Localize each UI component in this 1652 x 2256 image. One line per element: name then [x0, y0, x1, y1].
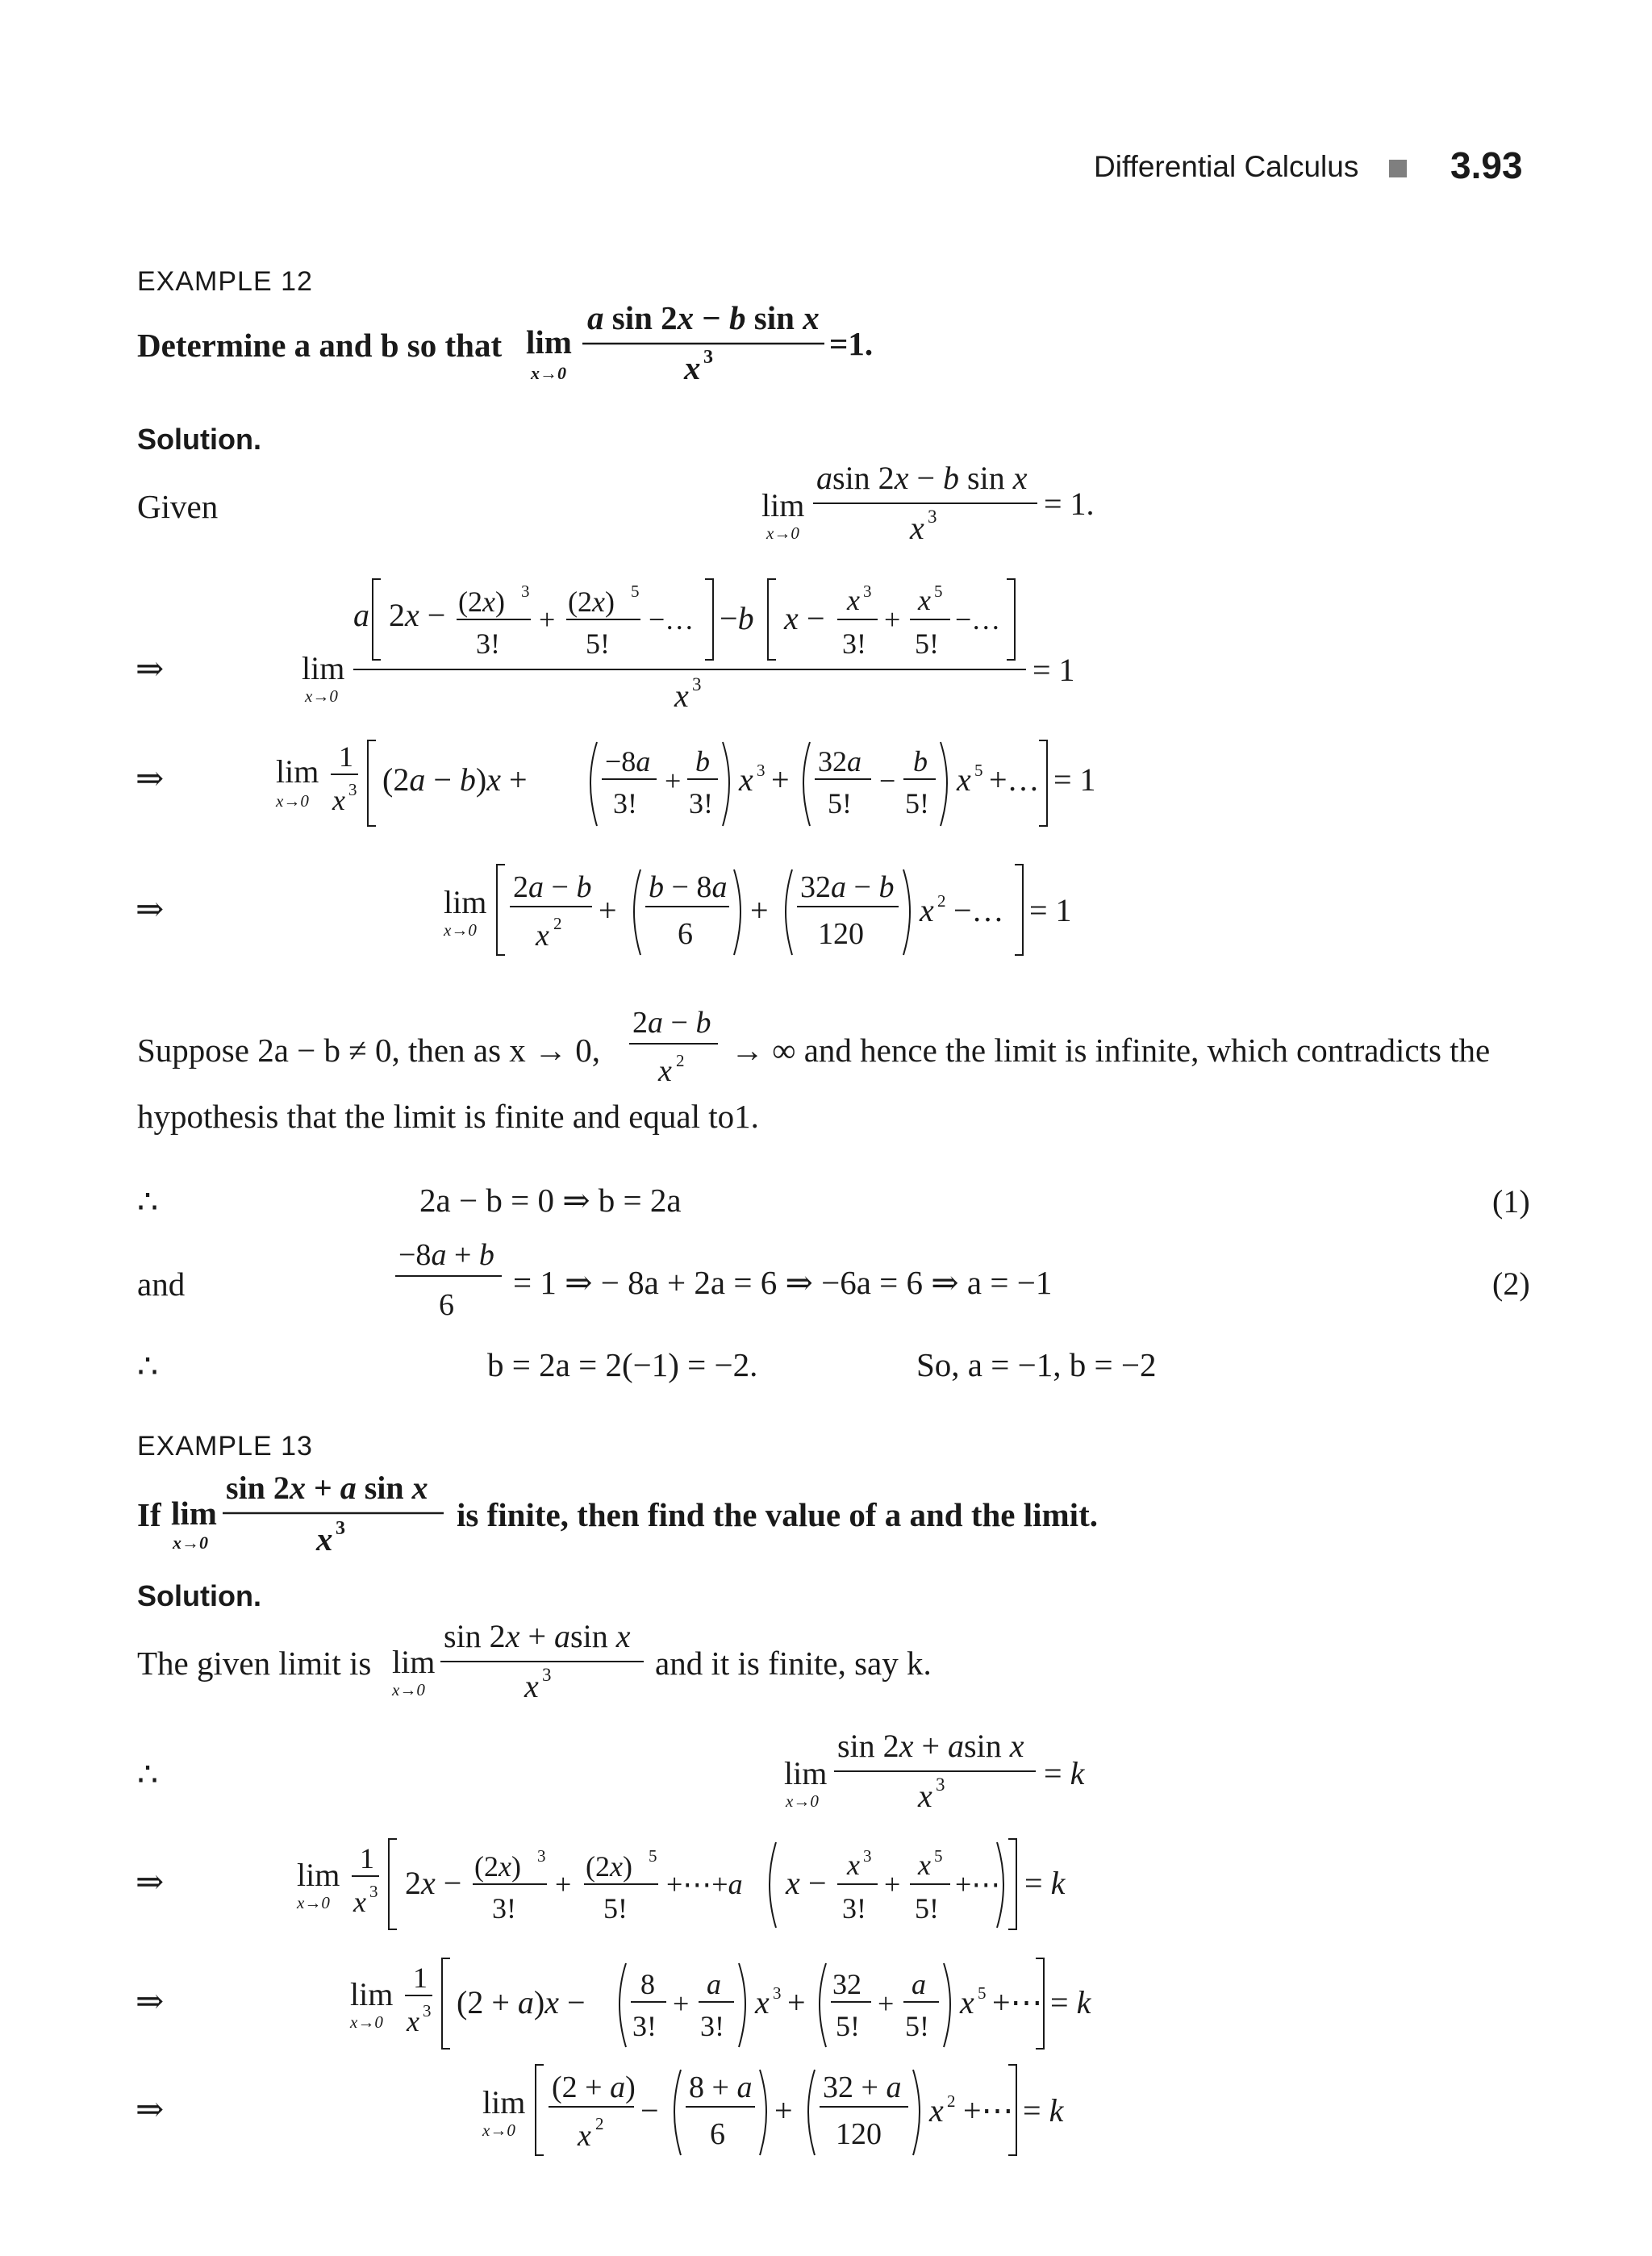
svg-text:= 1: = 1 [1029, 892, 1072, 928]
svg-text:lim: lim [171, 1495, 217, 1532]
given-limit-prefix: The given limit is [137, 1645, 372, 1682]
svg-text:3: 3 [521, 582, 530, 601]
svg-text:5!: 5! [905, 2010, 929, 2042]
svg-text:= 1.: = 1. [1044, 486, 1095, 522]
svg-text:5!: 5! [905, 787, 929, 819]
svg-text:−…: −… [953, 892, 1004, 928]
svg-text:3: 3 [863, 582, 872, 601]
svg-text:x: x [578, 2119, 591, 2153]
svg-text:x: x [847, 1849, 860, 1881]
and-label: and [137, 1266, 186, 1303]
svg-text:x: x [918, 584, 931, 616]
svg-text:= k: = k [1024, 1865, 1066, 1901]
svg-text:32 + a: 32 + a [823, 2070, 902, 2104]
example-13-label: EXAMPLE 13 [137, 1431, 313, 1462]
svg-text:3!: 3! [632, 2010, 657, 2042]
svg-text:5: 5 [934, 1846, 943, 1866]
running-header-title: Differential Calculus [1094, 150, 1359, 183]
svg-text:= 1: = 1 [1032, 652, 1075, 688]
svg-text:= 1: = 1 [1053, 761, 1096, 798]
svg-text:+: + [539, 603, 556, 636]
svg-text:3: 3 [773, 1983, 782, 2003]
svg-text:3: 3 [369, 1882, 378, 1901]
svg-text:lim: lim [761, 487, 805, 523]
svg-text:x: x [960, 1984, 974, 2020]
svg-text:sin 2x + a sin x: sin 2x + a sin x [226, 1470, 428, 1506]
example-12-solution-label: Solution. [137, 423, 261, 456]
svg-text:+⋯+a: +⋯+a [666, 1868, 743, 1900]
svg-text:(2a − b)x +: (2a − b)x + [382, 761, 528, 798]
svg-text:= k: = k [1023, 2092, 1064, 2129]
svg-text:(2x): (2x) [474, 1850, 521, 1883]
svg-text:+: + [787, 1984, 806, 2020]
given-label: Given [137, 488, 219, 525]
svg-text:b: b [913, 745, 928, 778]
implies-symbol: ⇒ [136, 1983, 165, 2020]
svg-text:x: x [920, 892, 934, 928]
svg-text:x: x [353, 1886, 366, 1918]
svg-text:3: 3 [928, 507, 937, 527]
svg-text:120: 120 [818, 917, 864, 951]
svg-text:x→0: x→0 [392, 1680, 425, 1699]
svg-text:3: 3 [336, 1518, 345, 1539]
svg-text:lim: lim [297, 1857, 340, 1893]
svg-text:2a − b: 2a − b [513, 870, 592, 904]
svg-text:a: a [707, 1968, 721, 2000]
svg-text:a: a [912, 1968, 926, 2000]
svg-text:−: − [807, 600, 825, 636]
svg-text:1: 1 [360, 1842, 374, 1874]
svg-text:lim: lim [444, 884, 487, 920]
svg-text:2x −: 2x − [389, 597, 446, 633]
svg-text:= k: = k [1050, 1984, 1091, 2020]
svg-text:lim: lim [302, 650, 345, 686]
svg-text:x→0: x→0 [482, 2120, 515, 2140]
svg-text:5!: 5! [915, 1892, 939, 1924]
svg-text:lim: lim [350, 1976, 394, 2012]
svg-text:x→0: x→0 [444, 920, 477, 940]
suppose-text-3: hypothesis that the limit is finite and equal to1. [137, 1098, 759, 1135]
example-13-limit-equals-k [782, 1726, 1121, 1823]
svg-text:b: b [695, 745, 710, 778]
page-number: 3.93 [1450, 144, 1523, 186]
given-limit-suffix: and it is finite, say k. [655, 1645, 932, 1682]
svg-text:=1.: =1. [829, 325, 874, 362]
svg-text:5!: 5! [603, 1892, 628, 1924]
svg-text:5!: 5! [828, 787, 852, 819]
equation-1: 2a − b = 0 ⇒ b = 2a [419, 1182, 682, 1219]
therefore-symbol: ∴ [137, 1756, 159, 1793]
svg-text:+: + [673, 1987, 690, 2020]
svg-text:2x −: 2x − [405, 1865, 462, 1901]
svg-text:32a: 32a [818, 745, 861, 778]
svg-text:32: 32 [832, 1968, 861, 2000]
svg-text:3: 3 [423, 2001, 432, 2020]
svg-text:3: 3 [692, 674, 702, 694]
svg-text:sin 2x + asin x: sin 2x + asin x [444, 1618, 631, 1654]
svg-text:x→0: x→0 [297, 1893, 330, 1912]
svg-text:x→0: x→0 [173, 1532, 208, 1553]
svg-text:sin 2x + asin x: sin 2x + asin x [837, 1728, 1024, 1764]
svg-text:+…: +… [989, 761, 1040, 798]
svg-text:6: 6 [678, 917, 693, 951]
svg-text:−b: −b [720, 600, 754, 636]
svg-text:x→0: x→0 [531, 363, 566, 383]
svg-text:3!: 3! [613, 787, 637, 819]
svg-text:3: 3 [757, 761, 766, 780]
svg-text:3: 3 [537, 1846, 546, 1866]
svg-text:3!: 3! [689, 787, 713, 819]
example-13-step-1 [295, 1828, 1118, 1941]
svg-text:5: 5 [978, 1983, 987, 2003]
svg-text:5: 5 [649, 1846, 657, 1866]
svg-text:x: x [739, 761, 753, 798]
svg-text:8: 8 [640, 1968, 655, 2000]
svg-text:3: 3 [703, 347, 713, 368]
example-13-problem-limit [169, 1468, 460, 1565]
svg-text:(2 + a): (2 + a) [552, 2070, 636, 2104]
svg-text:lim: lim [392, 1644, 436, 1680]
svg-text:6: 6 [710, 2117, 725, 2151]
equation-2-number: (2) [1492, 1266, 1530, 1302]
example-12-problem-text [137, 326, 502, 365]
svg-text:3: 3 [542, 1665, 552, 1685]
svg-text:+: + [878, 1987, 895, 2020]
example-12-problem-limit [524, 298, 912, 395]
svg-text:x: x [957, 761, 971, 798]
svg-text:1: 1 [339, 740, 353, 773]
example-13-problem-prefix: If [137, 1496, 161, 1533]
svg-text:a: a [353, 597, 369, 633]
svg-text:3: 3 [863, 1846, 872, 1866]
example-13-solution-label: Solution. [137, 1579, 261, 1612]
example-13-step-2 [348, 1947, 1123, 2060]
svg-text:+: + [665, 765, 682, 797]
therefore-symbol: ∴ [137, 1348, 159, 1385]
svg-text:−8a + b: −8a + b [398, 1238, 494, 1272]
svg-text:x→0: x→0 [276, 791, 309, 811]
svg-text:(2 + a)x −: (2 + a)x − [457, 1984, 586, 2020]
svg-text:+: + [771, 761, 790, 798]
svg-text:lim: lim [276, 753, 319, 790]
svg-text:x: x [755, 1984, 770, 2020]
svg-text:lim: lim [526, 323, 572, 361]
svg-text:x: x [684, 349, 701, 386]
svg-text:+: + [599, 892, 617, 928]
svg-text:x: x [910, 510, 924, 546]
svg-text:x: x [524, 1668, 539, 1704]
svg-text:3!: 3! [476, 628, 500, 660]
svg-text:x: x [847, 584, 860, 616]
svg-text:−…: −… [955, 603, 1001, 636]
example-13-step-3 [481, 2055, 1118, 2176]
example-12-step-1 [300, 565, 1107, 726]
svg-text:2: 2 [937, 891, 946, 911]
svg-text:2: 2 [595, 2114, 604, 2133]
svg-text:5!: 5! [915, 628, 939, 660]
result-line: b = 2a = 2(−1) = −2. [487, 1346, 758, 1383]
svg-text:2: 2 [553, 914, 562, 933]
svg-text:x: x [658, 1054, 672, 1088]
example-12-given-equation [760, 458, 1131, 555]
svg-text:2a − b: 2a − b [632, 1006, 711, 1040]
implies-symbol: ⇒ [136, 1864, 165, 1901]
svg-text:+: + [884, 603, 901, 636]
svg-text:asin 2x − b sin x: asin 2x − b sin x [816, 460, 1028, 496]
svg-text:−: − [640, 2092, 659, 2129]
svg-text:3: 3 [936, 1774, 945, 1795]
svg-text:= k: = k [1044, 1755, 1085, 1791]
svg-text:+: + [750, 892, 769, 928]
svg-text:+: + [555, 1868, 572, 1900]
example-13-problem-suffix: is finite, then find the value of a and the limit. [457, 1496, 1098, 1533]
svg-text:−: − [808, 1865, 827, 1901]
suppose-fraction [626, 1000, 731, 1097]
equation-2: = 1 ⇒ − 8a + 2a = 6 ⇒ −6a = 6 ⇒ a = −1 [513, 1264, 1053, 1301]
svg-text:8 + a: 8 + a [689, 2070, 753, 2104]
svg-text:x: x [918, 1849, 931, 1881]
svg-text:5: 5 [974, 761, 983, 780]
so-line: So, a = −1, b = −2 [916, 1346, 1157, 1383]
svg-text:2: 2 [947, 2091, 956, 2111]
svg-text:x: x [786, 1865, 800, 1901]
therefore-symbol: ∴ [137, 1183, 159, 1220]
example-12-step-3 [442, 855, 1120, 976]
svg-text:(2x): (2x) [568, 586, 615, 618]
svg-text:x: x [536, 919, 549, 953]
svg-text:x: x [674, 678, 689, 714]
svg-text:x: x [918, 1778, 932, 1814]
example-13-given-limit [390, 1616, 657, 1713]
svg-text:3!: 3! [842, 1892, 866, 1924]
svg-text:lim: lim [482, 2084, 526, 2120]
svg-text:x→0: x→0 [350, 2012, 383, 2032]
equation-2-fraction [392, 1232, 513, 1337]
svg-text:x: x [316, 1520, 333, 1558]
svg-text:x→0: x→0 [305, 686, 338, 706]
svg-text:+⋯: +⋯ [955, 1868, 1001, 1900]
example-12-label: EXAMPLE 12 [137, 266, 313, 297]
header-square-icon [1389, 160, 1407, 177]
equation-1-number: (1) [1492, 1183, 1530, 1220]
svg-text:2: 2 [676, 1051, 685, 1070]
svg-text:+: + [884, 1868, 901, 1900]
svg-text:3!: 3! [842, 628, 866, 660]
svg-text:3!: 3! [700, 2010, 724, 2042]
svg-text:−…: −… [649, 603, 695, 636]
svg-text:(2x): (2x) [586, 1850, 632, 1883]
svg-text:−: − [879, 765, 896, 797]
suppose-text-2: → ∞ and hence the limit is infinite, which contradicts the [731, 1032, 1491, 1069]
example-12-step-2 [274, 726, 1113, 847]
svg-text:−8a: −8a [605, 745, 651, 778]
svg-text:x: x [784, 600, 799, 636]
svg-text:a sin 2x − b sin x: a sin 2x − b sin x [587, 299, 820, 336]
svg-text:6: 6 [439, 1288, 454, 1322]
svg-text:x: x [332, 784, 345, 816]
svg-text:x: x [929, 2092, 944, 2129]
svg-text:lim: lim [784, 1755, 828, 1791]
svg-text:+: + [774, 2092, 793, 2129]
svg-text:1: 1 [413, 1962, 428, 1994]
svg-text:x→0: x→0 [786, 1791, 819, 1811]
svg-text:+⋯: +⋯ [992, 1984, 1043, 2020]
implies-symbol: ⇒ [136, 891, 165, 928]
implies-symbol: ⇒ [136, 651, 165, 688]
svg-text:+⋯: +⋯ [963, 2092, 1014, 2129]
svg-text:3: 3 [348, 780, 357, 799]
svg-text:5!: 5! [836, 2010, 860, 2042]
svg-text:3!: 3! [492, 1892, 516, 1924]
svg-text:5: 5 [934, 582, 943, 601]
svg-text:5!: 5! [586, 628, 610, 660]
implies-symbol: ⇒ [136, 2091, 165, 2129]
svg-text:5: 5 [631, 582, 640, 601]
svg-text:32a − b: 32a − b [800, 870, 895, 904]
svg-text:x: x [407, 2005, 419, 2037]
svg-text:b − 8a: b − 8a [649, 870, 728, 904]
implies-symbol: ⇒ [136, 761, 165, 798]
example-12-problem-prefix: Determine a and b so that [137, 327, 503, 364]
svg-text:(2x): (2x) [458, 586, 505, 618]
svg-text:120: 120 [836, 2117, 882, 2151]
suppose-text-1: Suppose 2a − b ≠ 0, then as x → 0, [137, 1032, 601, 1069]
svg-text:x→0: x→0 [766, 523, 799, 543]
